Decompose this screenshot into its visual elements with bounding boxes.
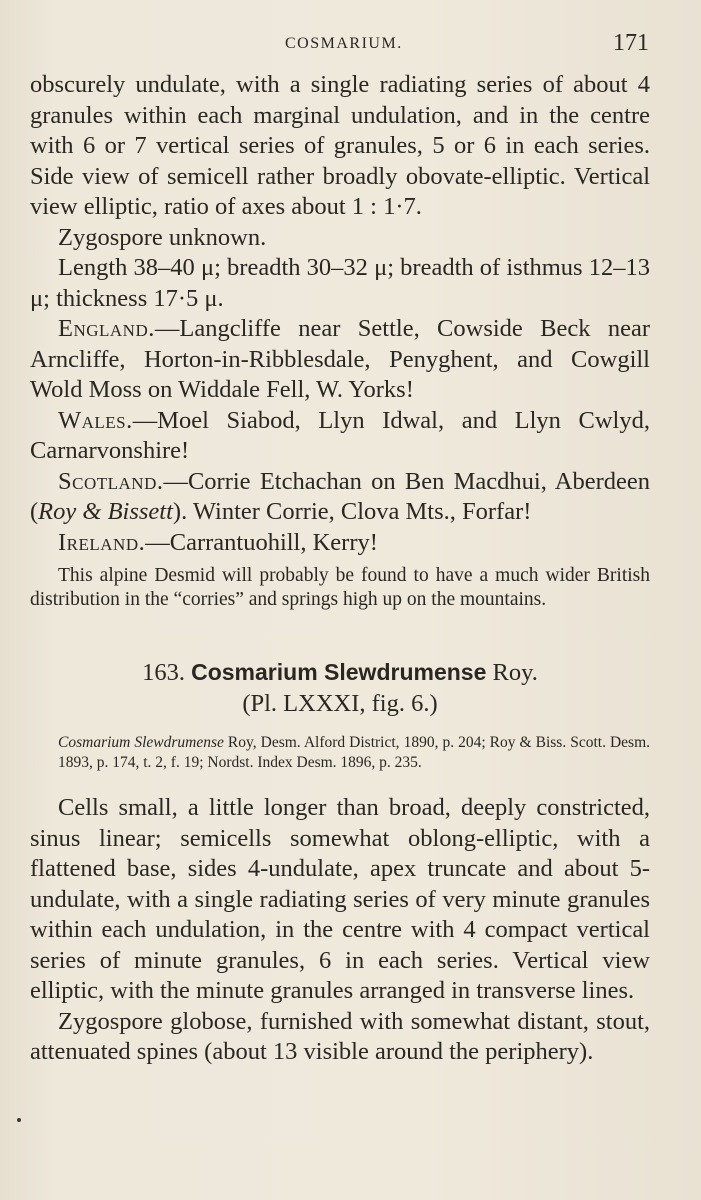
- locality-text-scotland-b: ). Winter Corrie, Clova Mts., Forfar!: [172, 498, 532, 525]
- page-number: 171: [613, 30, 649, 56]
- body-text: [30, 70, 650, 1068]
- species-number: 163.: [142, 659, 185, 686]
- species-name: Cosmarium Slewdrumense: [191, 659, 487, 685]
- locality-wales: [30, 406, 650, 467]
- running-head: [0, 30, 701, 60]
- locality-scotland: [30, 467, 650, 528]
- collector-names: Roy & Bissett: [38, 498, 173, 525]
- locality-ireland: [30, 528, 650, 559]
- species-description: Cells small, a little longer than broad, deeply constricted, sinus linear; semicells somewhat oblong-elliptic, with a flattened base, sides 4-undulate, apex truncate and about 5-undulate, with a single radiating series of very minute granules within each undulation, in the centre with 4 compact vertical series of minute granules, 6 in each series. Vertical view elliptic, with the minute granules arranged in transverse lines.: [30, 794, 650, 1004]
- locality-text-ireland: —Carrantuohill, Kerry!: [145, 528, 378, 556]
- zygospore-description: Zygospore globose, furnished with somewhat distant, stout, attenuated spines (about 13 visible around the periphery).: [30, 1007, 650, 1065]
- locality-label-wales: Wales.: [58, 406, 133, 434]
- locality-label-ireland: Ireland.: [58, 528, 146, 556]
- measurements-paragraph: Length 38–40 μ; breadth 30–32 μ; breadth of isthmus 12–13 μ; thickness 17·5 μ.: [30, 254, 650, 312]
- locality-text-wales: —Moel Siabod, Llyn Idwal, and Llyn Cwlyd, Carnarvonshire!: [30, 406, 650, 464]
- ink-speck: [17, 1118, 21, 1122]
- locality-label-scotland: Scotland.: [58, 467, 164, 495]
- distribution-note: This alpine Desmid will probably be found to have a much wider British distribution in the “corries” and springs high up on the mountains.: [30, 565, 650, 610]
- running-title: COSMARIUM.: [285, 35, 403, 52]
- synonymy-name: Cosmarium Slewdrumense: [58, 734, 224, 751]
- synonymy-text: Roy, Desm. Alford District, 1890, p. 204; Roy & Biss. Scott. Desm. 1893, p. 174, t. 2, f. 19; Nordst. Index Desm. 1896, p. 235.: [58, 734, 650, 771]
- species-heading: [30, 656, 650, 689]
- plate-reference: (Pl. LXXXI, fig. 6.): [242, 690, 438, 717]
- zygospore-unknown: Zygospore unknown.: [58, 223, 267, 251]
- locality-england: [30, 314, 650, 406]
- locality-text-scotland-a: —Corrie Etchachan on Ben Macdhui, Aberdeen (: [30, 467, 650, 525]
- synonymy-citation: [30, 733, 650, 773]
- locality-text-england: —Langcliffe near Settle, Cowside Beck near Arncliffe, Horton-in-Ribblesdale, Penyghent, and Cowgill Wold Moss on Widdale Fell, W. Yorks!: [30, 315, 650, 403]
- species-author: Roy.: [492, 659, 538, 686]
- locality-label-england: England.: [58, 315, 155, 342]
- continuation-paragraph: obscurely undulate, with a single radiating series of about 4 granules within each marginal undulation, and in the centre with 6 or 7 vertical series of granules, 5 or 6 in each series. Side view of semicell rather broadly obovate-elliptic. Vertical view elliptic, ratio of axes about 1 : 1·7.: [30, 71, 650, 220]
